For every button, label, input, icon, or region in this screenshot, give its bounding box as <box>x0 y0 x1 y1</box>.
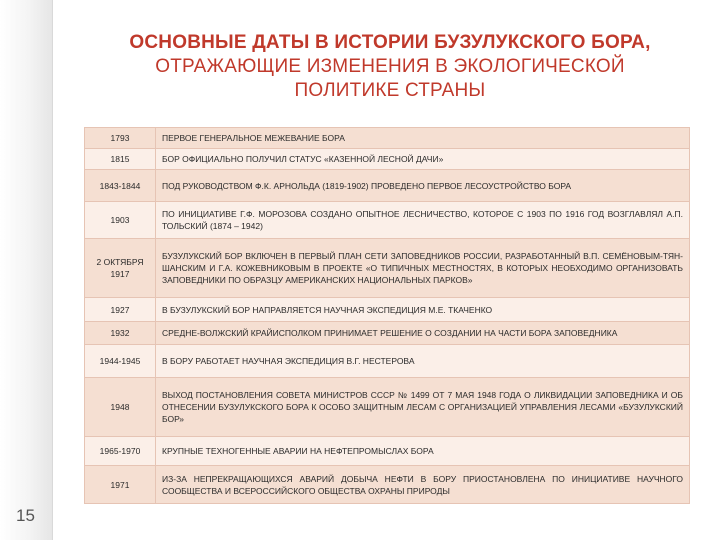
event-cell: ПО ИНИЦИАТИВЕ Г.Ф. МОРОЗОВА СОЗДАНО ОПЫТНОЕ ЛЕСНИЧЕСТВО, КОТОРОЕ С 1903 ПО 1916 ГОД ВОЗГЛАВЛЯЛ А.П. ТОЛЬСКИЙ (1874 – 1942) <box>156 202 690 239</box>
dates-table <box>84 127 690 504</box>
event-cell: СРЕДНЕ-ВОЛЖСКИЙ КРАЙИСПОЛКОМ ПРИНИМАЕТ РЕШЕНИЕ О СОЗДАНИИ НА ЧАСТИ БОРА ЗАПОВЕДНИКА <box>156 322 690 345</box>
table-row <box>85 170 690 202</box>
date-cell: 1927 <box>85 298 156 322</box>
event-cell: ВЫХОД ПОСТАНОВЛЕНИЯ СОВЕТА МИНИСТРОВ СССР № 1499 ОТ 7 МАЯ 1948 ГОДА О ЛИКВИДАЦИИ ЗАПОВЕДНИКА И ОБ ОТНЕСЕНИИ БУЗУЛУКСКОГО БОРА К ОСОБО ЗАЩИТНЫМ ЛЕСАМ С ОРГАНИЗАЦИЕЙ УПРАВЛЕНИЯ ЛЕСАМИ «БУЗУЛУКСКИЙ БОР» <box>156 378 690 437</box>
table-row <box>85 239 690 298</box>
title-line-1: ОСНОВНЫЕ ДАТЫ В ИСТОРИИ БУЗУЛУКСКОГО БОРА, <box>129 32 651 53</box>
title-line-3: ПОЛИТИКЕ СТРАНЫ <box>294 80 486 101</box>
date-cell: 2 ОКТЯБРЯ 1917 <box>85 239 156 298</box>
date-cell: 1971 <box>85 466 156 504</box>
event-cell: БУЗУЛУКСКИЙ БОР ВКЛЮЧЕН В ПЕРВЫЙ ПЛАН СЕТИ ЗАПОВЕДНИКОВ РОССИИ, РАЗРАБОТАННЫЙ В.П. СЕМЁНОВЫМ-ТЯН-ШАНСКИМ И Г.А. КОЖЕВНИКОВЫМ В ПРОЕКТЕ «О ТИПИЧНЫХ МЕСТНОСТЯХ, В КОТОРЫХ НЕОБХОДИМО ОРГАНИЗОВАТЬ ЗАПОВЕДНИКИ ПО ОБРАЗЦУ АМЕРИКАНСКИХ НАЦИОНАЛЬНЫХ ПАРКОВ» <box>156 239 690 298</box>
page-number: 15 <box>16 506 35 525</box>
slide-title <box>60 31 720 103</box>
title-line-2: ОТРАЖАЮЩИЕ ИЗМЕНЕНИЯ В ЭКОЛОГИЧЕСКОЙ <box>155 56 625 77</box>
event-cell: В БУЗУЛУКСКИЙ БОР НАПРАВЛЯЕТСЯ НАУЧНАЯ ЭКСПЕДИЦИЯ М.Е. ТКАЧЕНКО <box>156 298 690 322</box>
table-row <box>85 345 690 378</box>
event-cell: ПОД РУКОВОДСТВОМ Ф.К. АРНОЛЬДА (1819-1902) ПРОВЕДЕНО ПЕРВОЕ ЛЕСОУСТРОЙСТВО БОРА <box>156 170 690 202</box>
date-cell: 1944-1945 <box>85 345 156 378</box>
event-cell: ИЗ-ЗА НЕПРЕКРАЩАЮЩИХСЯ АВАРИЙ ДОБЫЧА НЕФТИ В БОРУ ПРИОСТАНОВЛЕНА ПО ИНИЦИАТИВЕ НАУЧНОГО СООБЩЕСТВА И ВСЕРОССИЙСКОГО ОБЩЕСТВА ОХРАНЫ ПРИРОДЫ <box>156 466 690 504</box>
date-cell: 1843-1844 <box>85 170 156 202</box>
table-row <box>85 322 690 345</box>
slide-sidebar <box>0 0 53 540</box>
date-cell: 1932 <box>85 322 156 345</box>
event-cell: КРУПНЫЕ ТЕХНОГЕННЫЕ АВАРИИ НА НЕФТЕПРОМЫСЛАХ БОРА <box>156 437 690 466</box>
table-row <box>85 298 690 322</box>
table-row <box>85 128 690 149</box>
table-row <box>85 149 690 170</box>
date-cell: 1948 <box>85 378 156 437</box>
date-cell: 1815 <box>85 149 156 170</box>
event-cell: В БОРУ РАБОТАЕТ НАУЧНАЯ ЭКСПЕДИЦИЯ В.Г. НЕСТЕРОВА <box>156 345 690 378</box>
table-row <box>85 466 690 504</box>
date-cell: 1903 <box>85 202 156 239</box>
event-cell: БОР ОФИЦИАЛЬНО ПОЛУЧИЛ СТАТУС «КАЗЕННОЙ ЛЕСНОЙ ДАЧИ» <box>156 149 690 170</box>
date-cell: 1965-1970 <box>85 437 156 466</box>
table-row <box>85 378 690 437</box>
event-cell: ПЕРВОЕ ГЕНЕРАЛЬНОЕ МЕЖЕВАНИЕ БОРА <box>156 128 690 149</box>
table-row <box>85 437 690 466</box>
date-cell: 1793 <box>85 128 156 149</box>
table-row <box>85 202 690 239</box>
